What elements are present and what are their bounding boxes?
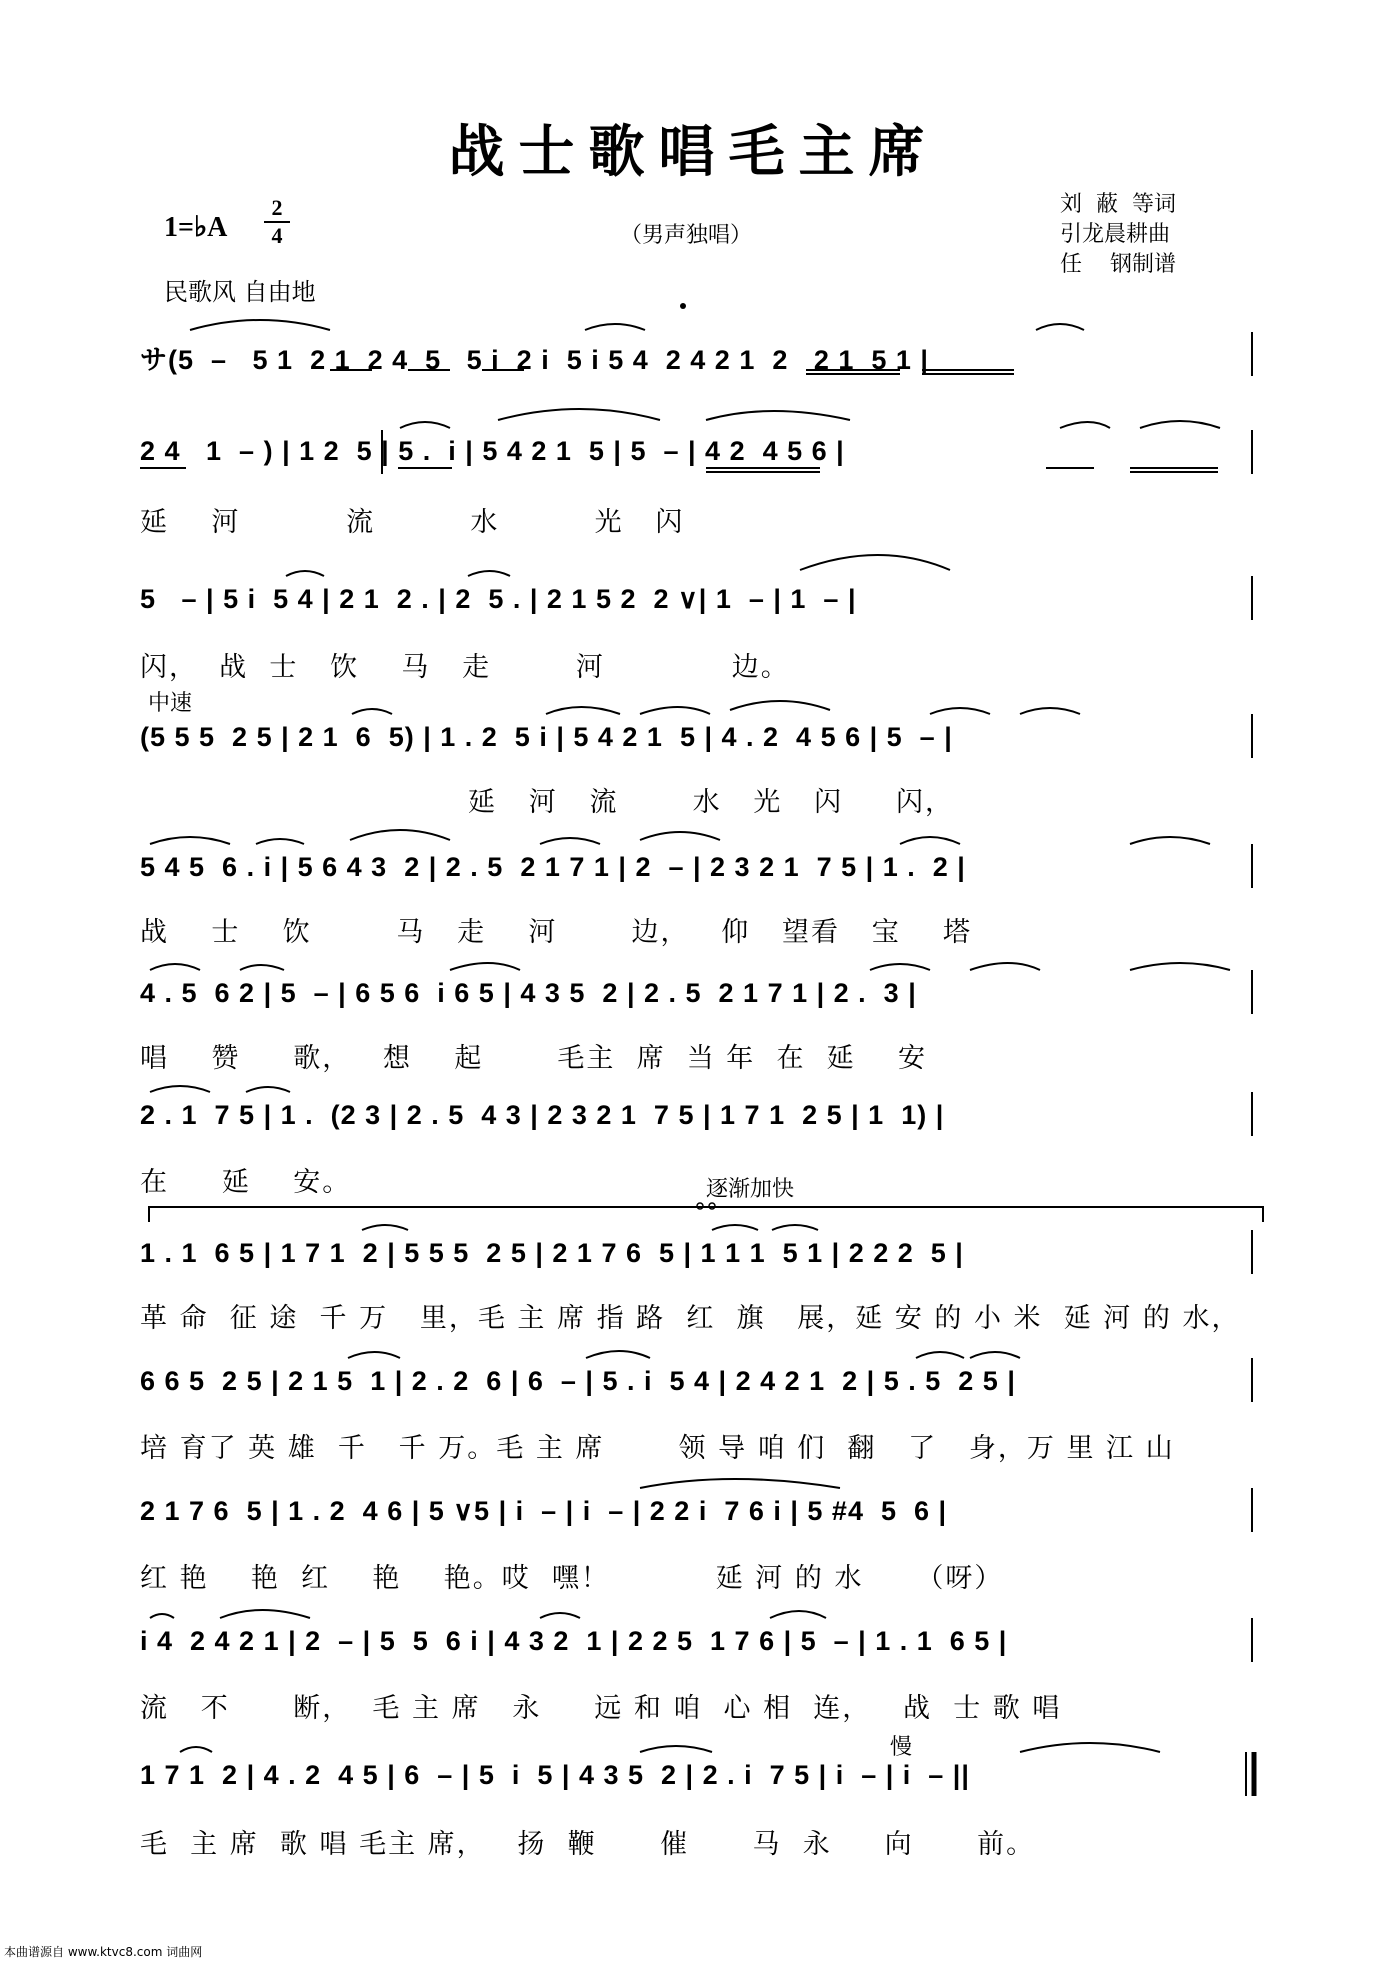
- slur: [350, 830, 450, 840]
- slur: [286, 571, 324, 576]
- slur: [1140, 421, 1220, 428]
- slur: [190, 320, 330, 330]
- credit-composer: 引龙晨耕曲: [1060, 222, 1171, 247]
- lyrics-line-5: 战 士 饮 马 走 河 边， 仰 望看 宝 塔: [140, 917, 973, 948]
- subtitle: （男声独唱）: [620, 223, 753, 248]
- slur: [362, 1225, 408, 1230]
- slur: [150, 1614, 174, 1618]
- notation-line-8: 1 . 1 6 5 | 1 7 1 2 | 5 5 5 2 5 | 2 1 7 6 5 | 1 1 1 5 1 | 2 2 2 5 |: [140, 1238, 964, 1268]
- slur: [1020, 1743, 1160, 1752]
- lyrics-line-3: 闪， 战 士 饮 马 走 河 边。: [140, 652, 790, 683]
- time-signature-bottom: 4: [271, 223, 283, 248]
- slur: [468, 571, 510, 576]
- slur: [970, 1352, 1020, 1358]
- lyrics-line-9: 培 育了 英 雄 千 千 万。毛 主 席 领 导 咱 们 翻 了 身，万 里 江 山: [140, 1433, 1175, 1464]
- style-marking: 民歌风 自由地: [164, 278, 316, 306]
- notation-line-6: 4 . 5 6 2 | 5 – | 6 5 6 i 6 5 | 4 3 5 2 | 2 . 5 2 1 7 1 | 2 . 3 |: [140, 978, 917, 1008]
- notation-line-1: サ(5 – 5 1 2 1 2 4 5 5 i 2 i 5 i 5 4 2 4 2 1 2 2 1 5 1 |: [140, 345, 929, 375]
- slur: [540, 838, 600, 844]
- page-title: 战士歌唱毛主席: [448, 119, 939, 185]
- tempo-accelerando: 逐渐加快: [706, 1177, 795, 1202]
- slur: [400, 422, 450, 428]
- slur: [970, 963, 1040, 970]
- tempo-medium: 中速: [148, 691, 193, 716]
- notation-line-7: 2 . 1 7 5 | 1 . (2 3 | 2 . 5 4 3 | 2 3 2 1 7 5 | 1 7 1 2 5 | 1 1) |: [140, 1100, 945, 1130]
- notation-line-11: i 4 2 4 2 1 | 2 – | 5 5 6 i | 4 3 2 1 | 2 2 5 1 7 6 | 5 – | 1 . 1 6 5 |: [140, 1626, 1008, 1656]
- slur: [586, 1351, 650, 1358]
- lyrics-line-4: 延 河 流 水 光 闪 闪，: [140, 787, 955, 818]
- credits: [1060, 190, 1176, 280]
- time-signature-top: 2: [271, 195, 283, 220]
- credit-lyricist: 刘 蔽 等词: [1060, 192, 1176, 217]
- lyrics-line-10: 红 艳 艳 红 艳 艳。哎 嘿！ 延 河 的 水 （呀）: [140, 1563, 1004, 1594]
- source-footer: 本曲谱源自 www.ktvc8.com 词曲网: [4, 1945, 203, 1959]
- slur: [916, 1352, 964, 1358]
- time-signature: [262, 196, 292, 248]
- slur: [150, 964, 200, 970]
- slur: [240, 965, 284, 970]
- slur: [150, 837, 230, 844]
- lyrics-line-7: 在 延 安。: [140, 1167, 352, 1198]
- notation-line-10: 2 1 7 6 5 | 1 . 2 4 6 | 5 ∨5 | i – | i – | 2 2 i 7 6 i | 5 #4 5 6 |: [140, 1496, 948, 1526]
- slur: [585, 324, 645, 330]
- lyrics-line-8: 革 命 征 途 千 万 里，毛 主 席 指 路 红 旗 展，延 安 的 小 米 延 河 的 水，: [140, 1303, 1241, 1334]
- slur: [870, 964, 930, 970]
- lyrics-line-11: 流 不 断， 毛 主 席 永 远 和 咱 心 相 连， 战 士 歌 唱: [140, 1693, 1062, 1724]
- slur: [640, 1746, 712, 1752]
- slur: [256, 839, 304, 844]
- tempo-slow: 慢: [890, 1735, 913, 1760]
- slur: [150, 1086, 210, 1092]
- slur: [498, 409, 660, 420]
- slur: [640, 707, 710, 714]
- notation-line-2: 2 4 1 – ) | 1 2 5 | 5 . i | 5 4 2 1 5 | 5 – | 4 2 4 5 6 |: [140, 436, 845, 466]
- lyrics-line-2: 延 河 流 水 光 闪: [140, 507, 685, 538]
- notation-line-12: 1 7 1 2 | 4 . 2 4 5 | 6 – | 5 i 5 | 4 3 5 2 | 2 . i 7 5 | i – | i – ||: [140, 1760, 970, 1790]
- slur: [246, 1087, 290, 1092]
- slur: [1130, 963, 1230, 970]
- slur: [1036, 324, 1084, 330]
- notation-line-9: 6 6 5 2 5 | 2 1 5 1 | 2 . 2 6 | 6 – | 5 . i 5 4 | 2 4 2 1 2 | 5 . 5 2 5 |: [140, 1366, 1016, 1396]
- slur: [770, 1611, 826, 1618]
- notation-line-5: 5 4 5 6 . i | 5 6 4 3 2 | 2 . 5 2 1 7 1 | 2 – | 2 3 2 1 7 5 | 1 . 2 |: [140, 852, 966, 882]
- slur: [930, 708, 990, 714]
- slur: [640, 1479, 840, 1488]
- slur: [1130, 837, 1210, 844]
- slur: [450, 963, 520, 970]
- credit-transcriber: 任 钢制谱: [1060, 252, 1176, 277]
- slur: [1020, 708, 1080, 714]
- slur: [540, 1613, 580, 1618]
- slur: [706, 411, 850, 420]
- slur: [640, 832, 720, 840]
- lyrics-line-12: 毛 主 席 歌 唱 毛主 席， 扬 鞭 催 马 永 向 前。: [140, 1829, 1036, 1860]
- slur: [348, 1352, 400, 1358]
- slur: [220, 1610, 310, 1618]
- slur: [900, 837, 960, 844]
- lyrics-line-6: 唱 赞 歌， 想 起 毛主 席 当 年 在 延 安: [140, 1043, 927, 1074]
- slur: [772, 1225, 818, 1230]
- notation-line-3: 5 – | 5 i 5 4 | 2 1 2 . | 2 5 . | 2 1 5 2 2 ∨| 1 – | 1 – |: [140, 584, 857, 614]
- slur: [352, 709, 392, 714]
- slur: [712, 1225, 758, 1230]
- key-signature: 1=♭A: [164, 212, 228, 243]
- volta-bracket: [148, 1206, 1264, 1222]
- slur: [800, 555, 950, 570]
- slur: [180, 1747, 212, 1752]
- slur: [546, 707, 620, 714]
- slur: [730, 701, 830, 710]
- notation-line-4: (5 5 5 2 5 | 2 1 6 5) | 1 . 2 5 i | 5 4 2 1 5 | 4 . 2 4 5 6 | 5 – |: [140, 722, 953, 752]
- slur: [1060, 422, 1110, 428]
